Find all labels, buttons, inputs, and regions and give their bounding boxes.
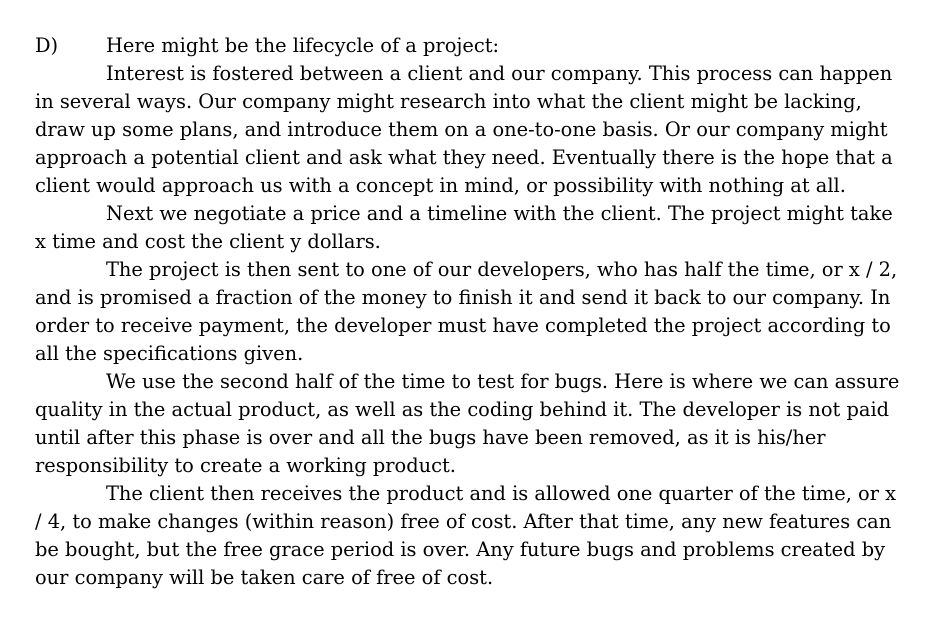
section-heading [35,32,902,60]
paragraph-delivery: The client then receives the product and is allowed one quarter of the time, or x / 4, to make changes (within reason) free of cost. After that time, any new features can be bought, but the free grace period is over. Any future bugs and problems created by our company will be taken care of free of cost. [35,482,897,589]
section-intro: Here might be the lifecycle of a project: [106,34,500,57]
paragraph-testing: We use the second half of the time to test for bugs. Here is where we can assure quality in the actual product, as well as the coding behind it. The developer is not paid until after this phase is over and all the bugs have been removed, as it is his/her responsibility to create a working product. [35,370,900,477]
paragraph-interest: Interest is fostered between a client and our company. This process can happen in several ways. Our company might research into what the client might be lacking, draw up some plans, and introduce them on a one-to-one basis. Or our company might approach a potential client and ask what they need. Eventually there is the hope that a client would approach us with a concept in mind, or possibility with nothing at all. [35,62,893,197]
paragraph-negotiation: Next we negotiate a price and a timeline with the client. The project might take x time and cost the client y dollars. [35,202,893,253]
section-marker: D) [35,34,59,57]
paragraph-development: The project is then sent to one of our developers, who has half the time, or x / 2, and is promised a fraction of the money to finish it and send it back to our company. In order to receive payment, the developer must have completed the project according to all the specifications given. [35,258,898,365]
